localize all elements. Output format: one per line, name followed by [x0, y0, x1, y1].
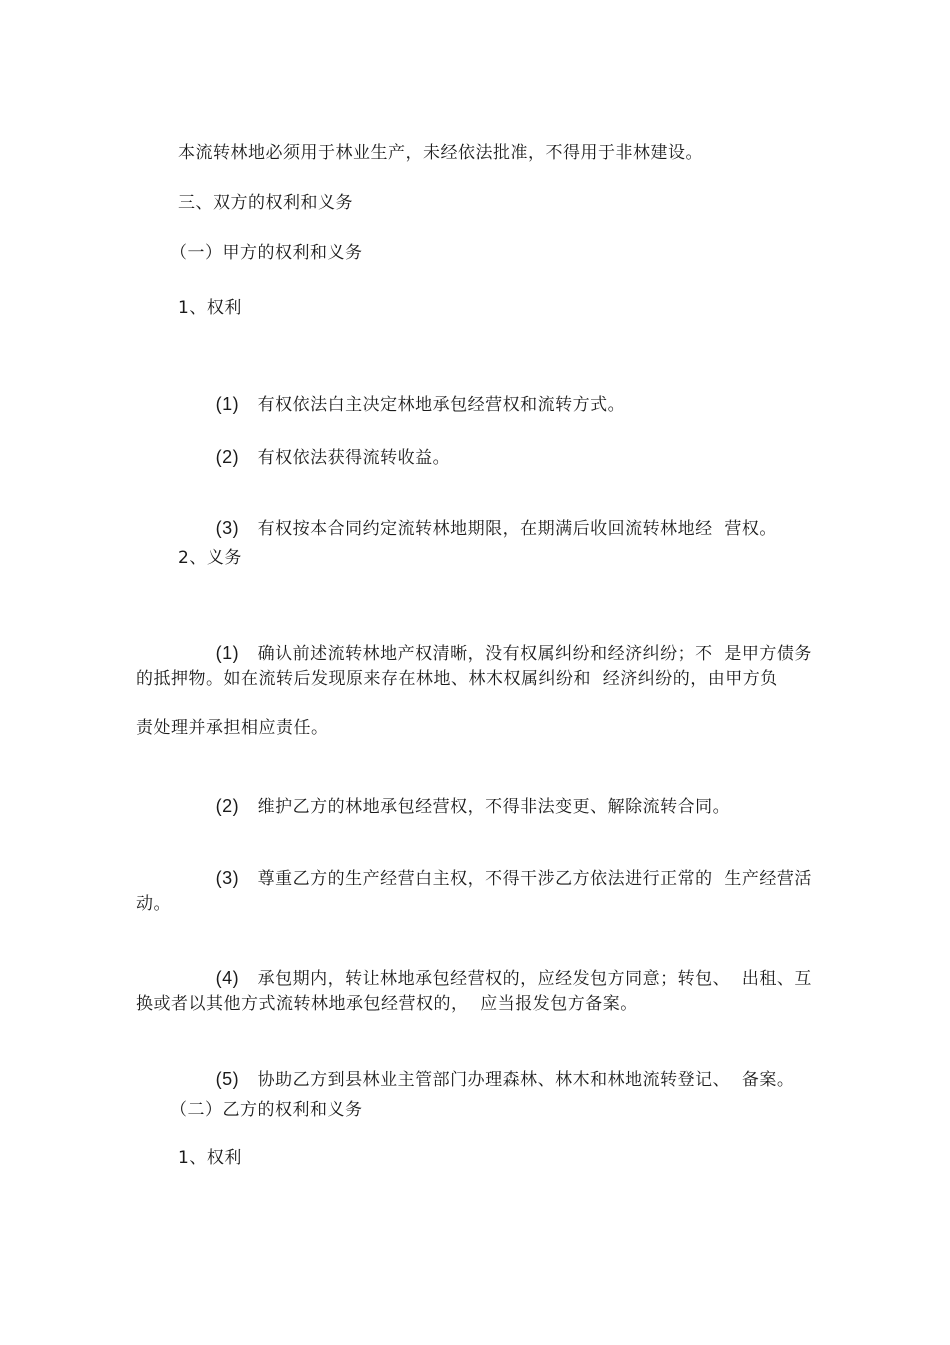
- item-text: 协助乙方到县林业主管部门办理森林、林木和林地流转登记、 备案。: [257, 1070, 795, 1090]
- party-a-right-item: [192, 492, 777, 565]
- subsection-heading-party-b: （二）乙方的权利和义务: [170, 1100, 363, 1120]
- item-text: 确认前述流转林地产权清晰，没有权属纠纷和经济纠纷；不 是甲方债务: [257, 644, 812, 664]
- party-a-duty-3-line-2: 动。: [136, 894, 171, 914]
- party-a-right-item: [192, 421, 450, 494]
- party-a-duty-2: [192, 770, 730, 843]
- party-a-duties-heading: 2、义务: [178, 548, 242, 568]
- party-a-duty-3-line-1: [192, 842, 812, 915]
- item-number: (2): [215, 796, 240, 816]
- paragraph-land-use: 本流转林地必须用于林业生产，未经依法批准，不得用于非林建设。: [178, 143, 703, 163]
- item-number: (1): [215, 394, 240, 414]
- item-number: (5): [215, 1069, 240, 1089]
- item-text: 维护乙方的林地承包经营权，不得非法变更、解除流转合同。: [257, 797, 731, 817]
- item-number: (3): [215, 868, 240, 888]
- section-heading-rights-duties: 三、双方的权利和义务: [178, 193, 353, 213]
- item-number: (3): [215, 518, 240, 538]
- party-b-rights-heading: 1、权利: [178, 1148, 242, 1168]
- party-a-duty-1-line-3: 责处理并承担相应责任。: [136, 718, 329, 738]
- item-text: 尊重乙方的生产经营白主权，不得干涉乙方依法进行正常的 生产经营活: [257, 869, 812, 889]
- item-number: (1): [215, 643, 240, 663]
- item-text: 有权依法获得流转收益。: [257, 448, 451, 468]
- item-text: 有权依法白主决定林地承包经营权和流转方式。: [257, 395, 626, 415]
- party-a-duty-1-line-2: 的抵押物。如在流转后发现原来存在林地、林木权属纠纷和 经济纠纷的，由甲方负: [136, 669, 778, 689]
- party-a-duty-4-line-2: 换或者以其他方式流转林地承包经营权的， 应当报发包方备案。: [136, 994, 638, 1014]
- item-text: 有权按本合同约定流转林地期限，在期满后收回流转林地经 营权。: [257, 519, 777, 539]
- item-number: (2): [215, 447, 240, 467]
- subsection-heading-party-a: （一）甲方的权利和义务: [170, 243, 363, 263]
- item-text: 承包期内，转让林地承包经营权的，应经发包方同意；转包、 出租、互: [257, 969, 812, 989]
- item-number: (4): [215, 968, 240, 988]
- party-a-rights-heading: 1、权利: [178, 298, 242, 318]
